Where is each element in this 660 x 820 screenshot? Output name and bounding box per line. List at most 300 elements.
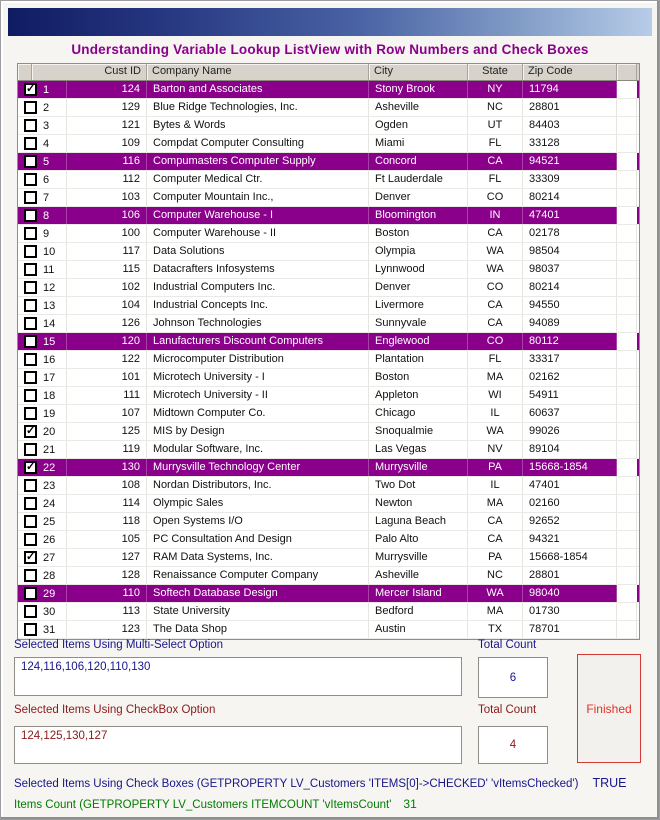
checkbox-option-label: Selected Items Using CheckBox Option	[14, 704, 216, 716]
row-checkbox[interactable]	[24, 515, 37, 528]
row-number: 3	[43, 119, 50, 132]
status-count-value: 31	[403, 797, 417, 811]
row-num-cell	[18, 351, 67, 368]
header-checkbox-col[interactable]	[18, 64, 32, 80]
multi-select-label: Selected Items Using Multi-Select Option	[14, 639, 224, 651]
table-row[interactable]	[18, 585, 639, 603]
table-row[interactable]	[18, 117, 639, 135]
row-num-cell	[18, 279, 67, 296]
filler-cell	[617, 351, 637, 368]
status-checked-value: TRUE	[592, 776, 627, 790]
row-checkbox[interactable]	[24, 155, 37, 168]
header-filler-col	[617, 64, 637, 80]
company-name-cell: Computer Warehouse - II	[147, 225, 369, 242]
zip-code-cell: 01730	[523, 603, 617, 620]
city-cell: Plantation	[369, 351, 468, 368]
row-num-cell	[18, 459, 67, 476]
cust-id-cell: 129	[67, 99, 147, 116]
cust-id-cell: 114	[67, 495, 147, 512]
state-cell: FL	[468, 135, 523, 152]
customers-listview	[17, 63, 640, 640]
cust-id-cell: 128	[67, 567, 147, 584]
row-num-cell	[18, 513, 67, 530]
row-num-cell	[18, 567, 67, 584]
zip-code-cell: 28801	[523, 567, 617, 584]
table-row[interactable]	[18, 297, 639, 315]
filler-cell	[617, 513, 637, 530]
filler-cell	[617, 333, 637, 350]
table-row[interactable]	[18, 225, 639, 243]
zip-code-cell: 11794	[523, 81, 617, 98]
row-num-cell	[18, 531, 67, 548]
company-name-cell: Microtech University - I	[147, 369, 369, 386]
state-cell: NV	[468, 441, 523, 458]
row-checkbox[interactable]	[24, 407, 37, 420]
city-cell: Murrysville	[369, 549, 468, 566]
cust-id-cell: 120	[67, 333, 147, 350]
row-number: 19	[43, 407, 56, 420]
table-row[interactable]	[18, 135, 639, 153]
row-checkbox[interactable]: ✓	[26, 551, 36, 563]
table-row[interactable]	[18, 315, 639, 333]
city-cell: Snoqualmie	[369, 423, 468, 440]
company-name-cell: Midtown Computer Co.	[147, 405, 369, 422]
row-checkbox[interactable]	[24, 389, 37, 402]
city-cell: Denver	[369, 279, 468, 296]
row-number: 9	[43, 227, 50, 240]
row-num-cell	[18, 621, 67, 638]
city-cell: Sunnyvale	[369, 315, 468, 332]
zip-code-cell: 80214	[523, 279, 617, 296]
filler-cell	[617, 243, 637, 260]
company-name-cell: Murrysville Technology Center	[147, 459, 369, 476]
state-cell: CO	[468, 279, 523, 296]
filler-cell	[617, 81, 637, 98]
zip-code-cell: 15668-1854	[523, 549, 617, 566]
row-number: 20	[43, 425, 56, 438]
row-number: 4	[43, 137, 50, 150]
row-number: 2	[43, 101, 50, 114]
zip-code-cell: 33128	[523, 135, 617, 152]
company-name-cell: Data Solutions	[147, 243, 369, 260]
table-row[interactable]	[18, 495, 639, 513]
row-checkbox[interactable]	[24, 317, 37, 330]
row-num-cell	[18, 315, 67, 332]
row-number: 29	[43, 587, 56, 600]
row-number: 27	[43, 551, 56, 564]
row-number: 30	[43, 605, 56, 618]
city-cell: Murrysville	[369, 459, 468, 476]
row-num-cell	[18, 387, 67, 404]
header-zip-code[interactable]: Zip Code	[523, 64, 617, 80]
row-number: 31	[43, 623, 56, 636]
company-name-cell: RAM Data Systems, Inc.	[147, 549, 369, 566]
row-checkbox[interactable]	[24, 371, 37, 384]
row-checkbox[interactable]	[24, 173, 37, 186]
cust-id-cell: 116	[67, 153, 147, 170]
row-num-cell	[18, 81, 67, 98]
zip-code-cell: 02178	[523, 225, 617, 242]
state-cell: WA	[468, 243, 523, 260]
row-checkbox[interactable]	[24, 623, 37, 636]
state-cell: WA	[468, 585, 523, 602]
company-name-cell: Blue Ridge Technologies, Inc.	[147, 99, 369, 116]
city-cell: Chicago	[369, 405, 468, 422]
table-row[interactable]	[18, 207, 639, 225]
state-cell: CO	[468, 189, 523, 206]
table-row[interactable]	[18, 171, 639, 189]
zip-code-cell: 94550	[523, 297, 617, 314]
city-cell: Ogden	[369, 117, 468, 134]
cust-id-cell: 125	[67, 423, 147, 440]
row-number: 22	[43, 461, 56, 474]
row-checkbox[interactable]	[24, 587, 37, 600]
zip-code-cell: 94321	[523, 531, 617, 548]
row-checkbox[interactable]	[24, 533, 37, 546]
table-row[interactable]	[18, 549, 639, 567]
cust-id-cell: 107	[67, 405, 147, 422]
state-cell: PA	[468, 549, 523, 566]
company-name-cell: Lanufacturers Discount Computers	[147, 333, 369, 350]
state-cell: IL	[468, 405, 523, 422]
filler-cell	[617, 99, 637, 116]
row-num-cell	[18, 171, 67, 188]
cust-id-cell: 124	[67, 81, 147, 98]
city-cell: Englewood	[369, 333, 468, 350]
city-cell: Mercer Island	[369, 585, 468, 602]
table-row[interactable]	[18, 261, 639, 279]
row-number: 16	[43, 353, 56, 366]
table-row[interactable]	[18, 603, 639, 621]
row-number: 24	[43, 497, 56, 510]
company-name-cell: Open Systems I/O	[147, 513, 369, 530]
state-cell: CA	[468, 225, 523, 242]
row-number: 8	[43, 209, 50, 222]
row-num-cell	[18, 603, 67, 620]
row-number: 5	[43, 155, 50, 168]
state-cell: CA	[468, 153, 523, 170]
city-cell: Two Dot	[369, 477, 468, 494]
company-name-cell: Computer Warehouse - I	[147, 207, 369, 224]
filler-cell	[617, 459, 637, 476]
row-num-cell	[18, 153, 67, 170]
table-row[interactable]	[18, 189, 639, 207]
checkbox-option-total-count-label: Total Count	[478, 704, 537, 716]
company-name-cell: Olympic Sales	[147, 495, 369, 512]
header-city[interactable]: City	[369, 64, 468, 80]
row-checkbox[interactable]: ✓	[26, 461, 36, 473]
table-row[interactable]	[18, 81, 639, 99]
row-checkbox[interactable]	[24, 263, 37, 276]
row-checkbox[interactable]	[24, 443, 37, 456]
row-num-cell	[18, 441, 67, 458]
state-cell: IL	[468, 477, 523, 494]
filler-cell	[617, 297, 637, 314]
company-name-cell: Computer Mountain Inc.,	[147, 189, 369, 206]
city-cell: Olympia	[369, 243, 468, 260]
state-cell: NC	[468, 99, 523, 116]
company-name-cell: Compumasters Computer Supply	[147, 153, 369, 170]
state-cell: CA	[468, 297, 523, 314]
city-cell: Ft Lauderdale	[369, 171, 468, 188]
header-cust-id[interactable]: Cust ID	[32, 64, 147, 80]
company-name-cell: State University	[147, 603, 369, 620]
filler-cell	[617, 387, 637, 404]
filler-cell	[617, 225, 637, 242]
row-num-cell	[18, 135, 67, 152]
state-cell: MA	[468, 369, 523, 386]
table-row[interactable]	[18, 621, 639, 639]
multi-select-count-field[interactable]: 6	[478, 657, 548, 698]
zip-code-cell: 80214	[523, 189, 617, 206]
dialog-content	[8, 36, 652, 812]
state-cell: IN	[468, 207, 523, 224]
table-row[interactable]	[18, 279, 639, 297]
city-cell: Lynnwood	[369, 261, 468, 278]
table-row[interactable]	[18, 423, 639, 441]
row-number: 13	[43, 299, 56, 312]
table-row[interactable]	[18, 369, 639, 387]
city-cell: Appleton	[369, 387, 468, 404]
cust-id-cell: 111	[67, 387, 147, 404]
zip-code-cell: 98040	[523, 585, 617, 602]
zip-code-cell: 15668-1854	[523, 459, 617, 476]
row-number: 15	[43, 335, 56, 348]
city-cell: Austin	[369, 621, 468, 638]
row-num-cell	[18, 333, 67, 350]
row-checkbox[interactable]	[24, 281, 37, 294]
filler-cell	[617, 189, 637, 206]
cust-id-cell: 102	[67, 279, 147, 296]
filler-cell	[617, 477, 637, 494]
row-num-cell	[18, 297, 67, 314]
row-checkbox[interactable]	[24, 227, 37, 240]
city-cell: Denver	[369, 189, 468, 206]
row-num-cell	[18, 423, 67, 440]
status-checked-line	[14, 776, 627, 790]
checkbox-values-field[interactable]: 124,125,130,127	[14, 726, 462, 764]
state-cell: CO	[468, 333, 523, 350]
state-cell: NC	[468, 567, 523, 584]
cust-id-cell: 104	[67, 297, 147, 314]
city-cell: Asheville	[369, 99, 468, 116]
table-row[interactable]	[18, 351, 639, 369]
cust-id-cell: 100	[67, 225, 147, 242]
filler-cell	[617, 531, 637, 548]
row-number: 26	[43, 533, 56, 546]
zip-code-cell: 89104	[523, 441, 617, 458]
row-number: 7	[43, 191, 50, 204]
title-bar[interactable]	[8, 8, 652, 36]
company-name-cell: Datacrafters Infosystems	[147, 261, 369, 278]
table-row[interactable]	[18, 99, 639, 117]
cust-id-cell: 105	[67, 531, 147, 548]
row-checkbox[interactable]: ✓	[26, 425, 36, 437]
cust-id-cell: 113	[67, 603, 147, 620]
row-number: 25	[43, 515, 56, 528]
filler-cell	[617, 315, 637, 332]
row-checkbox[interactable]	[24, 119, 37, 132]
city-cell: Palo Alto	[369, 531, 468, 548]
row-num-cell	[18, 207, 67, 224]
table-row[interactable]	[18, 531, 639, 549]
filler-cell	[617, 405, 637, 422]
header-state[interactable]: State	[468, 64, 523, 80]
row-checkbox[interactable]	[24, 299, 37, 312]
filler-cell	[617, 585, 637, 602]
row-checkbox[interactable]	[24, 569, 37, 582]
table-row[interactable]	[18, 513, 639, 531]
table-row[interactable]	[18, 459, 639, 477]
cust-id-cell: 117	[67, 243, 147, 260]
status-checked-text: Selected Items Using Check Boxes (GETPROPERTY LV_Customers 'ITEMS[0]->CHECKED' 'vItemsChecked')	[14, 778, 579, 790]
row-number: 21	[43, 443, 56, 456]
table-row[interactable]	[18, 243, 639, 261]
city-cell: Laguna Beach	[369, 513, 468, 530]
row-checkbox[interactable]	[24, 209, 37, 222]
zip-code-cell: 78701	[523, 621, 617, 638]
row-checkbox[interactable]: ✓	[26, 83, 36, 95]
multi-select-total-count-label: Total Count	[478, 639, 537, 651]
city-cell: Asheville	[369, 567, 468, 584]
multi-select-values-field[interactable]: 124,116,106,120,110,130	[14, 657, 462, 696]
row-number: 11	[43, 263, 55, 276]
table-row[interactable]	[18, 333, 639, 351]
cust-id-cell: 130	[67, 459, 147, 476]
zip-code-cell: 47401	[523, 477, 617, 494]
cust-id-cell: 123	[67, 621, 147, 638]
state-cell: FL	[468, 171, 523, 188]
state-cell: WI	[468, 387, 523, 404]
row-checkbox[interactable]	[24, 245, 37, 258]
zip-code-cell: 94089	[523, 315, 617, 332]
cust-id-cell: 119	[67, 441, 147, 458]
row-checkbox[interactable]	[24, 101, 37, 114]
table-row[interactable]	[18, 441, 639, 459]
zip-code-cell: 33309	[523, 171, 617, 188]
listview-header	[18, 64, 639, 81]
company-name-cell: Computer Medical Ctr.	[147, 171, 369, 188]
state-cell: CA	[468, 513, 523, 530]
company-name-cell: PC Consultation And Design	[147, 531, 369, 548]
zip-code-cell: 94521	[523, 153, 617, 170]
filler-cell	[617, 441, 637, 458]
row-number: 23	[43, 479, 56, 492]
company-name-cell: Modular Software, Inc.	[147, 441, 369, 458]
company-name-cell: Softech Database Design	[147, 585, 369, 602]
row-num-cell	[18, 405, 67, 422]
filler-cell	[617, 549, 637, 566]
page-title: Understanding Variable Lookup ListView with Row Numbers and Check Boxes	[71, 42, 589, 57]
table-row[interactable]	[18, 405, 639, 423]
cust-id-cell: 109	[67, 135, 147, 152]
company-name-cell: Renaissance Computer Company	[147, 567, 369, 584]
state-cell: CA	[468, 531, 523, 548]
row-number: 28	[43, 569, 56, 582]
status-count-line	[14, 797, 417, 811]
row-num-cell	[18, 243, 67, 260]
table-row[interactable]	[18, 387, 639, 405]
row-checkbox[interactable]	[24, 137, 37, 150]
finished-button[interactable]: Finished	[577, 654, 641, 763]
zip-code-cell: 47401	[523, 207, 617, 224]
zip-code-cell: 98037	[523, 261, 617, 278]
state-cell: UT	[468, 117, 523, 134]
city-cell: Concord	[369, 153, 468, 170]
cust-id-cell: 103	[67, 189, 147, 206]
cust-id-cell: 112	[67, 171, 147, 188]
zip-code-cell: 92652	[523, 513, 617, 530]
row-checkbox[interactable]	[24, 335, 37, 348]
row-checkbox[interactable]	[24, 605, 37, 618]
filler-cell	[617, 423, 637, 440]
row-checkbox[interactable]	[24, 353, 37, 366]
filler-cell	[617, 153, 637, 170]
row-number: 6	[43, 173, 50, 186]
zip-code-cell: 80112	[523, 333, 617, 350]
row-checkbox[interactable]	[24, 497, 37, 510]
row-number: 14	[43, 317, 56, 330]
row-checkbox[interactable]	[24, 479, 37, 492]
filler-cell	[617, 621, 637, 638]
row-num-cell	[18, 585, 67, 602]
company-name-cell: MIS by Design	[147, 423, 369, 440]
state-cell: WA	[468, 423, 523, 440]
city-cell: Boston	[369, 225, 468, 242]
cust-id-cell: 108	[67, 477, 147, 494]
row-num-cell	[18, 225, 67, 242]
zip-code-cell: 28801	[523, 99, 617, 116]
zip-code-cell: 02160	[523, 495, 617, 512]
row-num-cell	[18, 189, 67, 206]
company-name-cell: Compdat Computer Consulting	[147, 135, 369, 152]
city-cell: Livermore	[369, 297, 468, 314]
row-num-cell	[18, 261, 67, 278]
state-cell: TX	[468, 621, 523, 638]
filler-cell	[617, 171, 637, 188]
city-cell: Miami	[369, 135, 468, 152]
company-name-cell: Nordan Distributors, Inc.	[147, 477, 369, 494]
row-number: 10	[43, 245, 56, 258]
header-company-name[interactable]: Company Name	[147, 64, 369, 80]
company-name-cell: Microtech University - II	[147, 387, 369, 404]
cust-id-cell: 110	[67, 585, 147, 602]
table-row[interactable]	[18, 477, 639, 495]
row-checkbox[interactable]	[24, 191, 37, 204]
zip-code-cell: 60637	[523, 405, 617, 422]
filler-cell	[617, 261, 637, 278]
zip-code-cell: 54911	[523, 387, 617, 404]
state-cell: CA	[468, 315, 523, 332]
row-num-cell	[18, 549, 67, 566]
zip-code-cell: 02162	[523, 369, 617, 386]
row-num-cell	[18, 495, 67, 512]
cust-id-cell: 118	[67, 513, 147, 530]
table-row[interactable]	[18, 567, 639, 585]
zip-code-cell: 98504	[523, 243, 617, 260]
cust-id-cell: 127	[67, 549, 147, 566]
company-name-cell: The Data Shop	[147, 621, 369, 638]
company-name-cell: Industrial Computers Inc.	[147, 279, 369, 296]
filler-cell	[617, 495, 637, 512]
city-cell: Bedford	[369, 603, 468, 620]
cust-id-cell: 122	[67, 351, 147, 368]
state-cell: FL	[468, 351, 523, 368]
checkbox-count-field[interactable]: 4	[478, 726, 548, 764]
row-number: 17	[43, 371, 56, 384]
state-cell: WA	[468, 261, 523, 278]
table-row[interactable]	[18, 153, 639, 171]
